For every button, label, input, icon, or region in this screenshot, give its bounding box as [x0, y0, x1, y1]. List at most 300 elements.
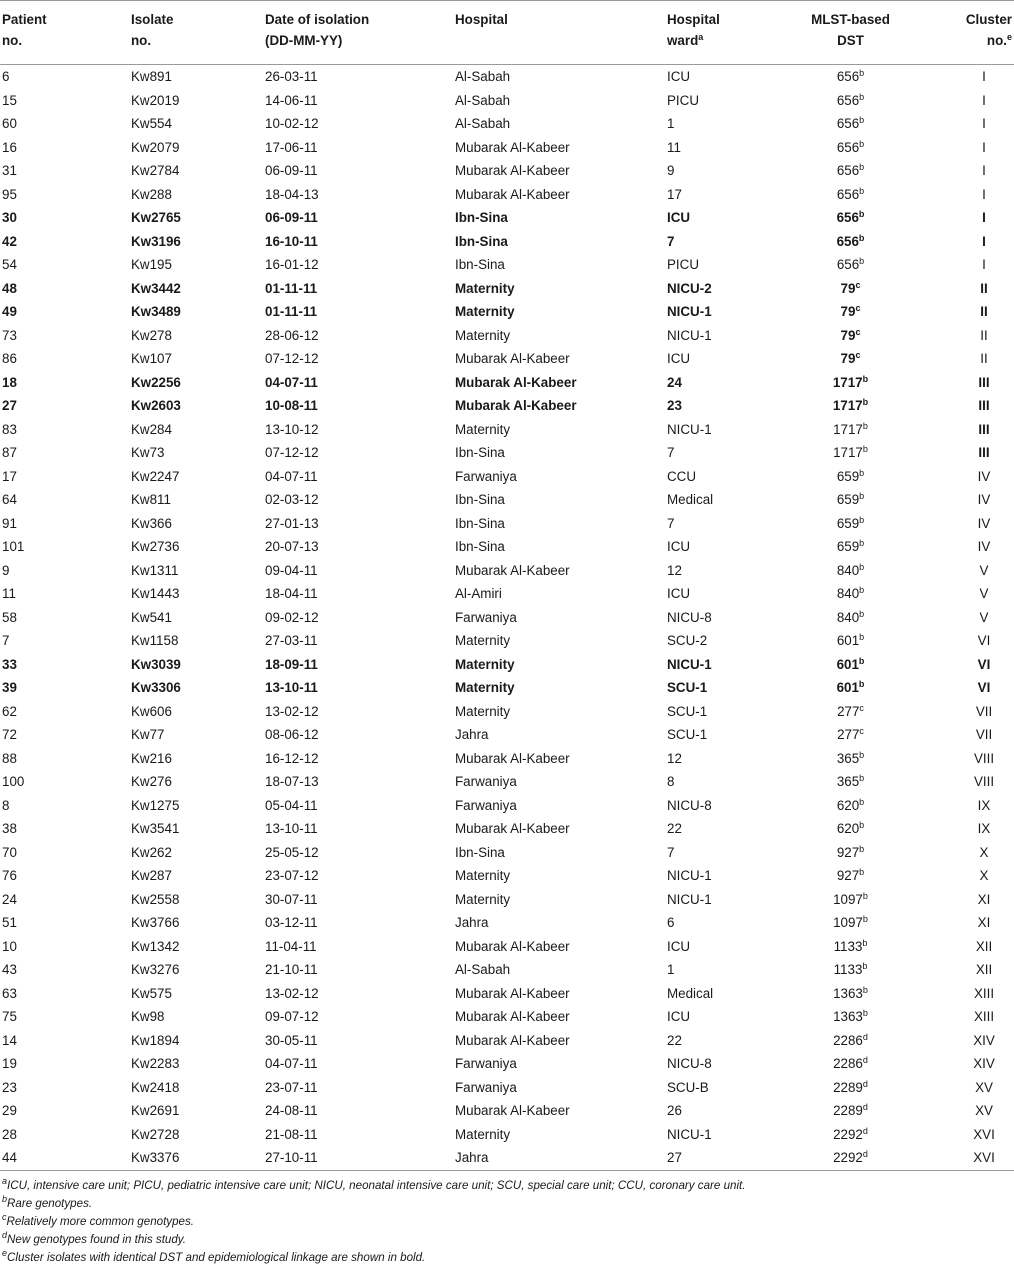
- cell-isolate-no: Kw278: [131, 327, 172, 343]
- cell-ward: 12: [667, 750, 682, 766]
- dst-value: 840: [836, 586, 860, 602]
- cell-patient-no: 86: [2, 351, 17, 367]
- cell-isolate-no: Kw3306: [131, 680, 181, 696]
- cell-dst: [783, 159, 918, 183]
- table-row: [0, 888, 1014, 912]
- cell-date: 11-04-11: [265, 938, 317, 954]
- dst-footnote-mark: b: [859, 467, 865, 478]
- cell-date: 09-07-12: [265, 1009, 319, 1025]
- table-row: [0, 817, 1014, 841]
- cell-hospital: Maternity: [455, 868, 511, 884]
- cell-date: 16-12-12: [265, 750, 319, 766]
- cell-date: 13-10-12: [265, 421, 319, 437]
- cell-isolate-no: Kw606: [131, 703, 172, 719]
- cell-hospital: Farwaniya: [455, 1056, 517, 1072]
- header-hospital-label: Hospital: [455, 12, 508, 27]
- cell-ward: 1: [667, 116, 675, 132]
- cell-dst: [783, 112, 918, 136]
- cell-dst: [783, 794, 918, 818]
- cell-isolate-no: Kw2418: [131, 1079, 180, 1095]
- cell-ward: 7: [667, 445, 675, 461]
- cell-cluster: X: [979, 844, 989, 860]
- cell-dst: [783, 982, 918, 1006]
- dst-footnote-mark: b: [859, 796, 865, 807]
- cell-patient-no: 30: [2, 210, 17, 226]
- cell-ward: 7: [667, 233, 675, 249]
- cell-isolate-no: Kw2691: [131, 1103, 180, 1119]
- cell-dst: [783, 1146, 918, 1170]
- cell-cluster: VII: [975, 703, 993, 719]
- cell-ward: PICU: [667, 257, 699, 273]
- cell-hospital: Jahra: [455, 915, 489, 931]
- cell-ward: 23: [667, 398, 682, 414]
- table-row: [0, 371, 1014, 395]
- header-isolate-no: [127, 1, 261, 65]
- cell-isolate-no: Kw195: [131, 257, 172, 273]
- dst-value: 656: [836, 210, 859, 226]
- cell-date: 03-12-11: [265, 915, 318, 931]
- cell-hospital: Ibn-Sina: [455, 257, 505, 273]
- cell-hospital: Maternity: [455, 280, 515, 296]
- cell-date: 23-07-11: [265, 1079, 318, 1095]
- dst-value: 620: [836, 821, 860, 837]
- cell-cluster: IV: [977, 468, 991, 484]
- dst-value: 1363: [833, 985, 863, 1001]
- cell-ward: NICU-1: [667, 304, 712, 320]
- table-row: [0, 629, 1014, 653]
- cell-cluster: XV: [975, 1103, 993, 1119]
- cell-date: 05-04-11: [265, 797, 318, 813]
- cell-isolate-no: Kw98: [131, 1009, 165, 1025]
- dst-value: 656: [836, 233, 859, 249]
- cell-hospital: Ibn-Sina: [455, 515, 505, 531]
- table-row: [0, 136, 1014, 160]
- table-row: [0, 535, 1014, 559]
- dst-value: 656: [836, 163, 860, 179]
- cell-ward: 8: [667, 774, 675, 790]
- dst-footnote-mark: b: [858, 232, 865, 243]
- dst-value: 365: [836, 750, 860, 766]
- cell-cluster: XIV: [973, 1032, 995, 1048]
- cell-patient-no: 42: [2, 233, 17, 249]
- cell-patient-no: 43: [2, 962, 17, 978]
- cell-hospital: Mubarak Al-Kabeer: [455, 985, 570, 1001]
- cell-patient-no: 58: [2, 609, 17, 625]
- header-patient-no: [0, 1, 127, 65]
- dst-footnote-mark: c: [855, 350, 861, 361]
- cell-patient-no: 101: [2, 539, 25, 555]
- table-row: [0, 300, 1014, 324]
- cell-hospital: Ibn-Sina: [455, 445, 505, 461]
- cell-ward: NICU-1: [667, 1126, 712, 1142]
- cell-patient-no: 33: [2, 656, 17, 672]
- cell-isolate-no: Kw366: [131, 515, 172, 531]
- cell-date: 13-10-11: [265, 821, 318, 837]
- dst-footnote-mark: b: [859, 843, 865, 854]
- footnote-mark: a: [2, 1175, 8, 1186]
- dst-value: 620: [836, 797, 860, 813]
- dst-footnote-mark: d: [862, 1031, 868, 1042]
- cell-hospital: Al-Sabah: [455, 116, 511, 132]
- cell-patient-no: 10: [2, 938, 17, 954]
- dst-footnote-mark: b: [862, 961, 868, 972]
- cell-hospital: Mubarak Al-Kabeer: [455, 398, 577, 414]
- cell-isolate-no: Kw891: [131, 69, 172, 85]
- header-dst: [783, 1, 918, 65]
- cell-hospital: Mubarak Al-Kabeer: [455, 750, 570, 766]
- footnote-text: Rare genotypes.: [7, 1196, 93, 1210]
- dst-value: 840: [836, 562, 860, 578]
- cell-hospital: Farwaniya: [455, 1079, 517, 1095]
- cell-dst: [783, 183, 918, 207]
- dst-value: 656: [836, 257, 860, 273]
- header-ward-line1: Hospital: [667, 12, 720, 27]
- table-row: [0, 582, 1014, 606]
- cell-dst: [783, 1099, 918, 1123]
- dst-value: 2289: [833, 1079, 863, 1095]
- cell-hospital: Mubarak Al-Kabeer: [455, 186, 570, 202]
- cell-ward: 6: [667, 915, 675, 931]
- header-isolate-line2: no.: [131, 33, 152, 48]
- cell-ward: ICU: [667, 69, 691, 85]
- cell-hospital: Mubarak Al-Kabeer: [455, 1009, 570, 1025]
- dst-footnote-mark: b: [859, 491, 865, 502]
- cell-hospital: Ibn-Sina: [455, 844, 505, 860]
- cell-hospital: Maternity: [455, 680, 515, 696]
- cell-hospital: Farwaniya: [455, 609, 517, 625]
- dst-footnote-mark: b: [862, 984, 868, 995]
- cell-cluster: II: [980, 351, 988, 367]
- cell-patient-no: 49: [2, 304, 17, 320]
- cell-ward: SCU-1: [667, 680, 708, 696]
- cell-isolate-no: Kw3766: [131, 915, 180, 931]
- cell-dst: [783, 465, 918, 489]
- cell-cluster: XV: [975, 1079, 993, 1095]
- dst-footnote-mark: b: [859, 585, 865, 596]
- cell-dst: [783, 206, 918, 230]
- cell-dst: [783, 629, 918, 653]
- cell-cluster: I: [982, 116, 986, 132]
- cell-dst: [783, 817, 918, 841]
- cell-patient-no: 83: [2, 421, 17, 437]
- dst-value: 2286: [833, 1032, 863, 1048]
- cell-isolate-no: Kw3489: [131, 304, 181, 320]
- dst-value: 1717: [833, 445, 863, 461]
- cell-isolate-no: Kw2019: [131, 92, 180, 108]
- header-date-line2: (DD-MM-YY): [265, 33, 343, 48]
- cell-date: 01-11-11: [265, 280, 318, 296]
- cell-ward: 9: [667, 163, 675, 179]
- table-row: [0, 911, 1014, 935]
- cell-hospital: Mubarak Al-Kabeer: [455, 562, 570, 578]
- cell-ward: NICU-8: [667, 797, 712, 813]
- dst-value: 927: [836, 844, 860, 860]
- cell-hospital: Maternity: [455, 891, 511, 907]
- table-row: [0, 653, 1014, 677]
- header-isolate-line1: Isolate: [131, 12, 174, 27]
- table-row: [0, 1005, 1014, 1029]
- cell-hospital: Mubarak Al-Kabeer: [455, 938, 570, 954]
- header-ward-line2: [667, 30, 779, 51]
- cell-dst: [783, 841, 918, 865]
- table-row: [0, 347, 1014, 371]
- cell-dst: [783, 277, 918, 301]
- table-row: [0, 253, 1014, 277]
- cell-date: 18-09-11: [265, 656, 318, 672]
- footnote-text: New genotypes found in this study.: [7, 1232, 186, 1246]
- cell-cluster: VI: [977, 633, 991, 649]
- footnote-mark: e: [2, 1247, 8, 1258]
- dst-value: 656: [836, 92, 860, 108]
- cell-ward: ICU: [667, 938, 691, 954]
- cell-isolate-no: Kw2247: [131, 468, 180, 484]
- table-row: [0, 935, 1014, 959]
- cell-dst: [783, 488, 918, 512]
- cell-date: 25-05-12: [265, 844, 319, 860]
- cell-hospital: Al-Amiri: [455, 586, 502, 602]
- cell-patient-no: 29: [2, 1103, 17, 1119]
- cell-dst: [783, 700, 918, 724]
- table-row: [0, 1052, 1014, 1076]
- dst-value: 1097: [833, 891, 863, 907]
- cell-hospital: Mubarak Al-Kabeer: [455, 163, 570, 179]
- cell-patient-no: 31: [2, 163, 17, 179]
- cell-isolate-no: Kw284: [131, 421, 172, 437]
- cell-isolate-no: Kw3541: [131, 821, 180, 837]
- table-row: [0, 1099, 1014, 1123]
- cell-isolate-no: Kw575: [131, 985, 172, 1001]
- table-row: [0, 1029, 1014, 1053]
- cell-dst: [783, 136, 918, 160]
- cell-patient-no: 70: [2, 844, 17, 860]
- cell-date: 27-01-13: [265, 515, 319, 531]
- table-row: [0, 1123, 1014, 1147]
- cell-ward: NICU-1: [667, 656, 712, 672]
- dst-value: 1717: [832, 398, 863, 414]
- table-row: [0, 277, 1014, 301]
- cell-ward: 1: [667, 962, 675, 978]
- cell-ward: Medical: [667, 985, 714, 1001]
- dst-value: 659: [836, 468, 860, 484]
- footnote: [2, 1177, 1014, 1195]
- cell-dst: [783, 888, 918, 912]
- dst-footnote-mark: c: [855, 303, 861, 314]
- cell-date: 06-09-11: [265, 163, 318, 179]
- table-row: [0, 488, 1014, 512]
- dst-footnote-mark: b: [862, 890, 868, 901]
- table-row: [0, 418, 1014, 442]
- table-row: [0, 841, 1014, 865]
- cell-dst: [783, 324, 918, 348]
- dst-footnote-mark: d: [862, 1102, 868, 1113]
- dst-footnote-mark: b: [862, 373, 869, 384]
- table-row: [0, 89, 1014, 113]
- cell-date: 24-08-11: [265, 1103, 318, 1119]
- cell-date: 13-02-12: [265, 985, 319, 1001]
- cell-cluster: II: [980, 327, 988, 343]
- table-row: [0, 770, 1014, 794]
- header-patient-line2: no.: [2, 33, 23, 48]
- table-row: [0, 159, 1014, 183]
- cell-hospital: Maternity: [455, 633, 511, 649]
- cell-ward: 27: [663, 1146, 783, 1170]
- cell-isolate-no: Kw287: [131, 868, 172, 884]
- cell-hospital: Maternity: [455, 656, 515, 672]
- dst-value: 601: [836, 680, 859, 696]
- footnote-text: Cluster isolates with identical DST and epidemiological linkage are shown in bold.: [7, 1250, 426, 1264]
- cell-cluster: XI: [977, 915, 991, 931]
- cell-patient-no: 27: [2, 398, 17, 414]
- cell-dst: [783, 89, 918, 113]
- table-row: [0, 441, 1014, 465]
- dst-value: 2289: [833, 1103, 863, 1119]
- cell-isolate-no: Kw1443: [131, 586, 180, 602]
- cell-cluster: IX: [977, 821, 991, 837]
- cell-date: 04-07-11: [265, 1056, 318, 1072]
- cell-dst: [783, 911, 918, 935]
- cell-cluster: II: [980, 304, 988, 320]
- cell-patient-no: 51: [2, 915, 17, 931]
- cell-cluster: I: [982, 186, 986, 202]
- cell-ward: NICU-8: [667, 609, 712, 625]
- cell-dst: [783, 512, 918, 536]
- dst-footnote-mark: b: [859, 820, 865, 831]
- dst-footnote-mark: b: [858, 209, 865, 220]
- dst-value: 277: [837, 703, 860, 719]
- cell-patient-no: 23: [2, 1079, 17, 1095]
- cell-isolate-no: Kw2765: [131, 210, 181, 226]
- table-row: [0, 324, 1014, 348]
- cell-hospital: Maternity: [455, 304, 515, 320]
- cell-dst: [783, 559, 918, 583]
- header-cluster: [918, 1, 1014, 65]
- dst-footnote-mark: b: [859, 162, 865, 173]
- cell-isolate-no: Kw2728: [131, 1126, 180, 1142]
- dst-value: 1097: [833, 915, 863, 931]
- header-dst-line1: MLST-based: [811, 12, 890, 27]
- cell-date: 01-11-11: [265, 304, 318, 320]
- dst-value: 659: [836, 492, 860, 508]
- dst-footnote-mark: b: [858, 655, 865, 666]
- cell-dst: [783, 582, 918, 606]
- dst-footnote-mark: b: [859, 608, 865, 619]
- cell-cluster: I: [982, 163, 986, 179]
- table-row: [0, 958, 1014, 982]
- footnote-text: ICU, intensive care unit; PICU, pediatric intensive care unit; NICU, neonatal intensive care unit; SCU, special care unit; CCU, coronary care unit.: [7, 1178, 746, 1192]
- cell-hospital: Mubarak Al-Kabeer: [455, 351, 570, 367]
- cell-isolate-no: Kw3442: [131, 280, 181, 296]
- footnote-text: Relatively more common genotypes.: [6, 1214, 195, 1228]
- footnote: [2, 1213, 1014, 1231]
- table-body: [0, 65, 1014, 1171]
- cell-isolate-no: Kw73: [131, 445, 165, 461]
- cell-dst: [783, 1076, 918, 1100]
- table-row: [0, 206, 1014, 230]
- cell-isolate-no: Kw77: [131, 727, 165, 743]
- cell-patient-no: 6: [2, 69, 10, 85]
- cell-isolate-no: Kw107: [131, 351, 172, 367]
- table-row: [0, 794, 1014, 818]
- dst-footnote-mark: b: [862, 937, 868, 948]
- dst-footnote-mark: b: [859, 773, 865, 784]
- dst-footnote-mark: d: [862, 1055, 868, 1066]
- cell-cluster: V: [979, 609, 989, 625]
- cell-dst: [783, 65, 918, 89]
- cell-hospital: Maternity: [455, 327, 511, 343]
- cell-date: 07-12-12: [265, 351, 319, 367]
- dst-value: 1717: [833, 421, 863, 437]
- cell-ward: Medical: [667, 492, 714, 508]
- cell-cluster: I: [982, 210, 986, 226]
- cell-isolate-no: Kw3276: [131, 962, 180, 978]
- footnote: [2, 1249, 1014, 1267]
- cell-cluster: IV: [977, 539, 991, 555]
- dst-footnote-mark: b: [862, 914, 868, 925]
- cell-hospital: Maternity: [455, 1126, 511, 1142]
- cell-cluster: I: [982, 139, 986, 155]
- header-cluster-line1: Cluster: [965, 12, 1012, 27]
- cell-patient-no: 63: [2, 985, 17, 1001]
- cell-patient-no: 95: [2, 186, 17, 202]
- cell-isolate-no: Kw1311: [131, 562, 179, 578]
- cell-date: 28-06-12: [265, 327, 319, 343]
- cell-patient-no: 39: [2, 680, 17, 696]
- cell-isolate-no: Kw2283: [131, 1056, 180, 1072]
- dst-footnote-mark: c: [859, 702, 864, 713]
- cell-patient-no: 54: [2, 257, 17, 273]
- table-row: [0, 230, 1014, 254]
- dst-footnote-mark: b: [859, 514, 865, 525]
- dst-value: 79: [840, 280, 856, 296]
- cell-isolate-no: Kw1894: [131, 1032, 180, 1048]
- dst-footnote-mark: b: [858, 679, 865, 690]
- dst-footnote-mark: b: [859, 115, 865, 126]
- table-header: [0, 1, 1014, 65]
- cell-cluster: I: [982, 233, 986, 249]
- dst-footnote-mark: b: [862, 420, 868, 431]
- cell-hospital: Farwaniya: [455, 797, 517, 813]
- cell-isolate-no: Kw3196: [131, 233, 181, 249]
- cell-date: 02-03-12: [265, 492, 319, 508]
- header-cluster-line2: [922, 30, 1012, 51]
- table-row: [0, 512, 1014, 536]
- cell-patient-no: 24: [2, 891, 17, 907]
- cell-dst: [783, 1005, 918, 1029]
- cell-ward: 26: [667, 1103, 682, 1119]
- dst-value: 1717: [832, 374, 863, 390]
- dst-value: 1363: [833, 1009, 863, 1025]
- dst-footnote-mark: c: [859, 726, 864, 737]
- dst-value: 277: [837, 727, 860, 743]
- cell-ward: ICU: [667, 586, 691, 602]
- header-hospital: [451, 1, 663, 65]
- cell-dst: [783, 230, 918, 254]
- cell-date: 08-06-12: [265, 727, 319, 743]
- cell-cluster: X: [979, 868, 989, 884]
- table-row: [0, 864, 1014, 888]
- cell-patient-no: 17: [2, 468, 17, 484]
- header-ward: [663, 1, 783, 65]
- dst-value: 840: [836, 609, 860, 625]
- cell-hospital: Farwaniya: [455, 468, 517, 484]
- dst-footnote-mark: d: [862, 1125, 868, 1136]
- dst-footnote-mark: c: [855, 326, 861, 337]
- cell-hospital: Ibn-Sina: [455, 539, 505, 555]
- table-row: [0, 700, 1014, 724]
- cell-date: 13-02-12: [265, 703, 319, 719]
- cell-cluster: III: [978, 374, 990, 390]
- cell-patient-no: 88: [2, 750, 17, 766]
